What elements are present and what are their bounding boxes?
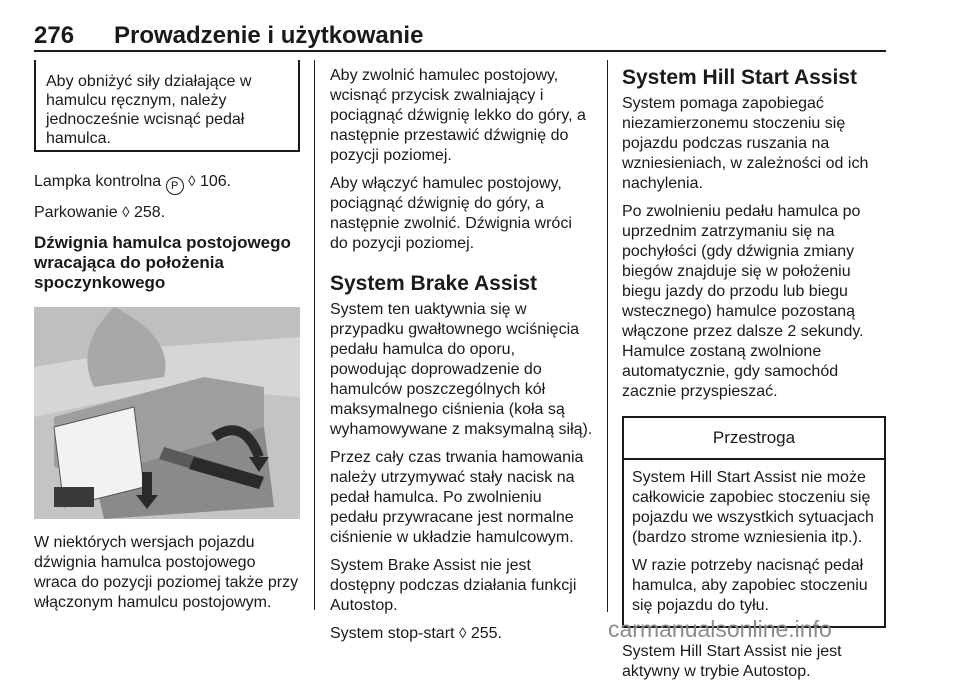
parking-reference: Parkowanie ◊ 258.	[34, 204, 166, 221]
header-rule	[34, 50, 886, 52]
lamp-reference: Lampka kontrolna P ◊ 106.	[34, 172, 300, 195]
warning-text-1: System Hill Start Assist nie może całkowicie zapobiec stoczeniu się pojazdu we wszystkich sytuacjach (bardzo strome wzniesienia itp.).	[632, 469, 874, 546]
ref-arrow-icon: ◊	[122, 204, 130, 221]
illustration-caption: W niektórych wersjach pojazdu dźwignia hamulca postojowego wraca do pozycji poziomej także przy włączonym hamulcu postojowym.	[34, 534, 299, 611]
ref-arrow-icon: ◊	[188, 173, 196, 190]
column-1	[34, 60, 300, 613]
warning-text-2: W razie potrzeby nacisnąć pedał hamulca, aby zapobiec stoczeniu się pojazdu do tyłu.	[632, 557, 868, 614]
stop-start-page-link[interactable]: 255.	[470, 625, 502, 642]
lamp-page-link[interactable]: 106.	[199, 173, 232, 190]
warning-box	[622, 416, 886, 628]
column-divider-1	[314, 60, 315, 610]
note-box	[34, 60, 300, 152]
warning-body	[624, 460, 884, 626]
watermark: carmanualsonline.info	[608, 616, 832, 642]
page-title: Prowadzenie i użytkowanie	[114, 22, 424, 49]
hill-start-description: System pomaga zapobiegać niezamierzonemu stoczeniu się pojazdu podczas ruszania na wzniesieniach, w zależności od ich nachylenia.	[622, 95, 869, 192]
column-divider-2	[607, 60, 608, 612]
parking-brake-lamp-icon: P	[166, 177, 184, 195]
section-heading-brake-assist: System Brake Assist	[330, 272, 538, 295]
column-2	[330, 60, 594, 644]
warning-title: Przestroga	[624, 418, 884, 460]
stop-start-reference: System stop-start ◊ 255.	[330, 625, 502, 642]
brake-assist-autostop: System Brake Assist nie jest dostępny podczas działania funkcji Autostop.	[330, 557, 577, 614]
parking-brake-lever-drawing	[34, 307, 300, 519]
hill-start-behaviour: Po zwolnieniu pedału hamulca po uprzednim zatrzymaniu się na pochyłości (gdy dźwignia zmiany biegów znajduje się w położeniu biegu jazdy do przodu lub biegu wstecznego) hamulce pozostaną włączone przez dalsze 2 sekundy. Hamulce zostaną zwolnione automatycznie, gdy samochód zacznie przyspieszać.	[622, 203, 864, 400]
section-heading-hill-start: System Hill Start Assist	[622, 66, 857, 89]
section-heading-parking-brake: Dźwignia hamulca postojowego wracająca do położenia spoczynkowego	[34, 233, 291, 292]
brake-assist-description: System ten uaktywnia się w przypadku gwałtownego wciśnięcia pedału hamulca do oporu, powodując doprowadzenie do hamulców poszczególnych kół maksymalnego ciśnienia (koła są wyhamowywane z maksymalną siłą).	[330, 301, 593, 438]
parking-brake-illustration	[34, 307, 300, 519]
page-number: 276	[34, 22, 75, 49]
apply-instructions: Aby włączyć hamulec postojowy, pociągnąć dźwignię do góry, a następnie zwolnić. Dźwignia wróci do pozycji poziomej.	[330, 175, 572, 252]
hill-start-autostop: System Hill Start Assist nie jest aktywny w trybie Autostop.	[622, 643, 842, 680]
ref-arrow-icon: ◊	[458, 625, 467, 642]
page-header	[34, 22, 884, 52]
brake-assist-hold-pedal: Przez cały czas trwania hamowania należy utrzymywać stały nacisk na pedał hamulca. Po zwolnieniu pedału przywracane jest normalne ciśnienie w układzie hamulcowym.	[330, 449, 584, 546]
note-text: Aby obniżyć siły działające w hamulcu ręcznym, należy jednocześnie wcisnąć pedał hamulca.	[46, 73, 252, 147]
column-3	[622, 60, 886, 682]
release-instructions: Aby zwolnić hamulec postojowy, wcisnąć przycisk zwalniający i pociągnąć dźwignię lekko do góry, a następnie przestawić dźwignię do pozycji poziomej.	[330, 67, 586, 164]
parking-page-link[interactable]: 258.	[133, 204, 166, 221]
